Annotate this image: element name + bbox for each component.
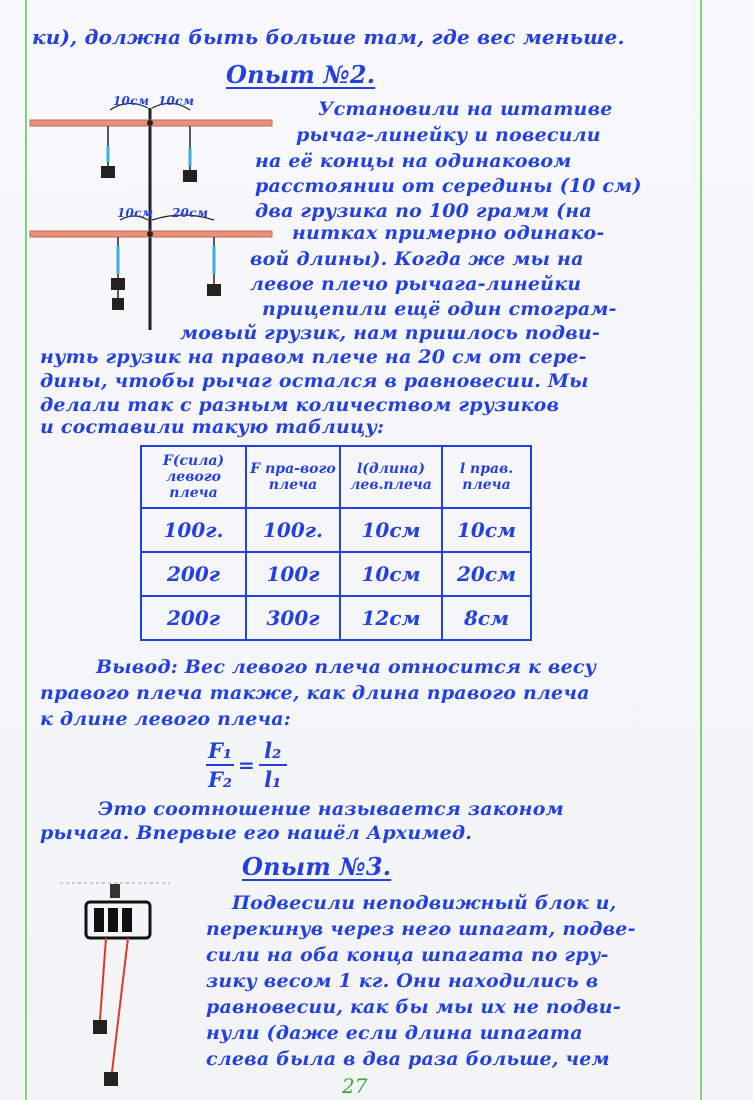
table-header: F пра-вого плеча bbox=[246, 446, 340, 508]
text-line: делали так с разным количеством грузиков bbox=[40, 394, 560, 416]
table-header-row bbox=[141, 446, 531, 508]
text-line: нуть грузик на правом плече на 20 см от сере- bbox=[40, 346, 587, 368]
text-line: Подвесили неподвижный блок и, bbox=[232, 892, 617, 914]
text-line: перекинув через него шпагат, подве- bbox=[206, 918, 636, 940]
table-cell: 100г bbox=[246, 552, 340, 596]
lever-data-table bbox=[140, 445, 532, 641]
page-number: 27 bbox=[342, 1074, 368, 1098]
text-line: левое плечо рычага-линейки bbox=[250, 273, 582, 295]
text-line: и составили такую таблицу: bbox=[40, 416, 385, 438]
label-bottom-left: 10см bbox=[117, 206, 154, 220]
left-margin-line bbox=[25, 0, 27, 1100]
table-cell: 8см bbox=[442, 596, 531, 640]
conclusion-line: к длине левого плеча: bbox=[40, 708, 291, 730]
fraction-bar bbox=[206, 764, 234, 766]
text-line: ки), должна быть больше там, где вес меньше. bbox=[32, 25, 625, 49]
text-line: дины, чтобы рычаг остался в равновесии. Мы bbox=[40, 370, 589, 392]
text-line: на её концы на одинаковом bbox=[255, 150, 572, 172]
table-cell: 20см bbox=[442, 552, 531, 596]
table-cell: 10см bbox=[340, 552, 442, 596]
table-cell: 200г bbox=[141, 596, 246, 640]
table-cell: 10см bbox=[340, 508, 442, 552]
denominator: F₂ bbox=[207, 767, 233, 792]
table-header: l прав. плеча bbox=[442, 446, 531, 508]
text-line: вой длины). Когда же мы на bbox=[250, 248, 584, 270]
text-line: нитках примерно одинако- bbox=[292, 222, 605, 244]
table-cell: 10см bbox=[442, 508, 531, 552]
text-line: зику весом 1 кг. Они находились в bbox=[206, 970, 599, 992]
conclusion-line: Вывод: Вес левого плеча относится к весу bbox=[96, 656, 597, 678]
table-row bbox=[141, 508, 531, 552]
table-cell: 200г bbox=[141, 552, 246, 596]
equals-sign: = bbox=[238, 753, 255, 777]
lever-formula bbox=[206, 738, 287, 792]
table-cell: 12см bbox=[340, 596, 442, 640]
experiment-3-title: Опыт №3. bbox=[242, 852, 392, 881]
experiment-2-title: Опыт №2. bbox=[226, 60, 376, 89]
denominator: l₁ bbox=[264, 767, 282, 792]
pulley-figure bbox=[60, 880, 170, 1095]
fraction-right bbox=[259, 738, 287, 792]
numerator: l₂ bbox=[264, 738, 282, 763]
numerator: F₁ bbox=[207, 738, 233, 763]
text-line: слева была в два раза больше, чем bbox=[206, 1048, 610, 1070]
table-header: F(сила) левого плеча bbox=[141, 446, 246, 508]
conclusion-line: правого плеча также, как длина правого плеча bbox=[40, 682, 590, 704]
table-cell: 100г. bbox=[141, 508, 246, 552]
right-margin-line bbox=[700, 0, 702, 1100]
text-line: Это соотношение называется законом bbox=[98, 798, 564, 820]
table-header: l(длина) лев.плеча bbox=[340, 446, 442, 508]
text-line: два грузика по 100 грамм (на bbox=[255, 200, 592, 222]
fraction-bar bbox=[259, 764, 287, 766]
text-line: рычаг-линейку и повесили bbox=[296, 124, 601, 146]
label-bottom-right: 20см bbox=[172, 206, 209, 220]
text-line: прицепили ещё один стограм- bbox=[262, 298, 617, 320]
table-cell: 300г bbox=[246, 596, 340, 640]
text-line: расстоянии от середины (10 см) bbox=[255, 175, 642, 197]
text-line: рычага. Впервые его нашёл Архимед. bbox=[40, 822, 473, 844]
text-line: мовый грузик, нам пришлось подви- bbox=[180, 322, 600, 344]
table-cell: 100г. bbox=[246, 508, 340, 552]
fraction-left bbox=[206, 738, 234, 792]
table-row bbox=[141, 596, 531, 640]
text-line: Установили на штативе bbox=[318, 98, 613, 120]
table-row bbox=[141, 552, 531, 596]
text-line: сили на оба конца шпагата по гру- bbox=[206, 944, 609, 966]
label-top-left: 10см bbox=[113, 94, 150, 108]
text-line: равновесии, как бы мы их не подви- bbox=[206, 996, 621, 1018]
label-top-right: 10см bbox=[158, 94, 195, 108]
text-line: нули (даже если длина шпагата bbox=[206, 1022, 583, 1044]
